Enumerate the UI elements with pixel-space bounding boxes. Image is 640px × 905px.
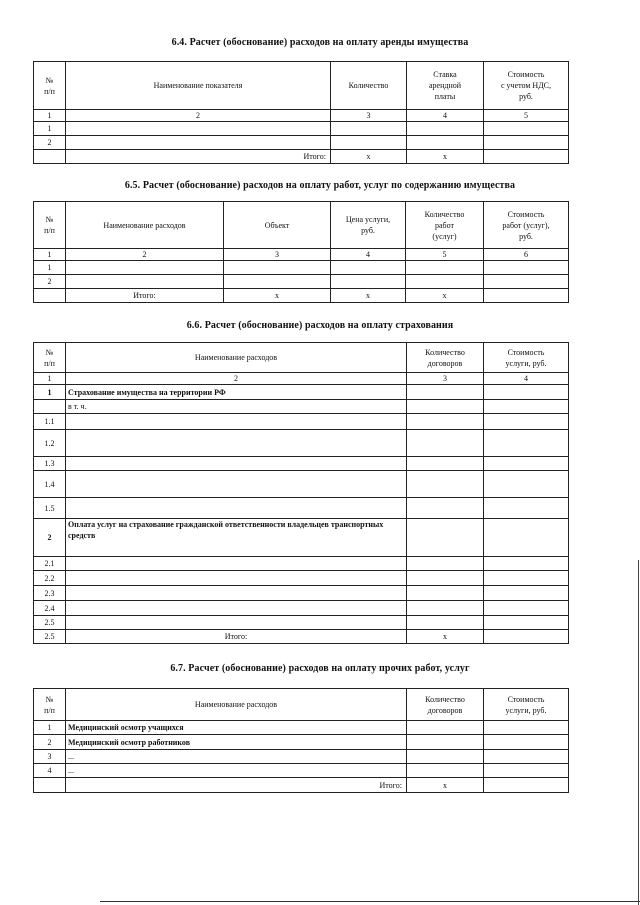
cell-input[interactable] <box>66 571 407 586</box>
cell-input[interactable] <box>484 289 569 303</box>
section-title-6-7: 6.7. Расчет (обоснование) расходов на оплату прочих работ, услуг <box>170 663 470 674</box>
cell-input[interactable] <box>484 601 569 616</box>
column-number-row <box>34 249 569 261</box>
cell-input[interactable] <box>66 616 407 630</box>
row-number: 2.1 <box>34 557 66 571</box>
row-number: 1 <box>34 261 66 275</box>
cell-input[interactable] <box>407 136 484 150</box>
row-name: ... <box>66 750 407 764</box>
x-mark: x <box>406 289 484 303</box>
table-row <box>34 122 569 136</box>
table-row <box>34 457 569 471</box>
header-contracts: Количество договоров <box>407 343 484 373</box>
table-row <box>34 764 569 778</box>
table-row <box>34 136 569 150</box>
cell-input[interactable] <box>224 275 331 289</box>
section-title-6-4: 6.4. Расчет (обоснование) расходов на оплату аренды имущества <box>171 37 469 48</box>
table-row <box>34 571 569 586</box>
cell-input[interactable] <box>484 275 569 289</box>
cell-input[interactable] <box>484 471 569 498</box>
column-number: 2 <box>66 373 407 385</box>
total-row <box>34 630 569 644</box>
cell-input[interactable] <box>484 778 569 793</box>
cell-input[interactable] <box>484 586 569 601</box>
column-number: 1 <box>34 373 66 385</box>
column-number: 4 <box>407 110 484 122</box>
row-number: 2.5 <box>34 616 66 630</box>
cell-input[interactable] <box>407 601 484 616</box>
cell-input[interactable] <box>66 275 224 289</box>
total-label: Итого: <box>66 289 224 303</box>
total-label: Итого: <box>66 778 407 793</box>
row-number: 1.2 <box>34 430 66 457</box>
cell-input[interactable] <box>66 471 407 498</box>
row-number: 1.3 <box>34 457 66 471</box>
row-number: 2.4 <box>34 601 66 616</box>
header-cost: Стоимость работ (услуг), руб. <box>484 202 569 249</box>
row-number: 2 <box>34 519 66 557</box>
cell-input[interactable] <box>484 136 569 150</box>
cell-input[interactable] <box>407 519 484 557</box>
column-number: 3 <box>331 110 407 122</box>
table-row <box>34 519 569 557</box>
x-mark: x <box>331 150 407 164</box>
cell-input[interactable] <box>407 430 484 457</box>
row-number: 1.5 <box>34 498 66 519</box>
cell-input[interactable] <box>407 750 484 764</box>
table-row <box>34 400 569 414</box>
column-number-row <box>34 110 569 122</box>
cell-input[interactable] <box>224 261 331 275</box>
cell-input[interactable] <box>484 519 569 557</box>
cell-input[interactable] <box>484 400 569 414</box>
header-quantity: Количество работ (услуг) <box>406 202 484 249</box>
table-row <box>34 601 569 616</box>
header-name: Наименование расходов <box>66 202 224 249</box>
column-number: 1 <box>34 110 66 122</box>
cell-input[interactable] <box>66 261 224 275</box>
header-cost: Стоимость с учетом НДС, руб. <box>484 62 569 110</box>
section-title-6-5: 6.5. Расчет (обоснование) расходов на оплату работ, услуг по содержанию имущества <box>124 180 516 191</box>
column-number: 1 <box>34 249 66 261</box>
cell-input[interactable] <box>484 430 569 457</box>
cell-input[interactable] <box>407 721 484 735</box>
table-row <box>34 471 569 498</box>
row-number: 4 <box>34 764 66 778</box>
header-row <box>34 689 569 721</box>
cell-input[interactable] <box>484 557 569 571</box>
cell-input[interactable] <box>484 616 569 630</box>
header-name: Наименование расходов <box>66 343 407 373</box>
row-number: 1.4 <box>34 471 66 498</box>
cell-input[interactable] <box>484 122 569 136</box>
x-mark: x <box>407 630 484 644</box>
x-mark: x <box>407 150 484 164</box>
cell-input[interactable] <box>484 721 569 735</box>
header-num: № п/п <box>34 62 66 110</box>
cell-input[interactable] <box>66 498 407 519</box>
cell-input[interactable] <box>406 261 484 275</box>
cell-input[interactable] <box>66 414 407 430</box>
x-mark: x <box>224 289 331 303</box>
table-row <box>34 275 569 289</box>
header-name: Наименование расходов <box>66 689 407 721</box>
table-row <box>34 616 569 630</box>
scan-edge-line <box>100 901 640 902</box>
column-number: 2 <box>66 110 331 122</box>
cell-input[interactable] <box>407 414 484 430</box>
row-number: 1 <box>34 385 66 400</box>
header-contracts: Количество договоров <box>407 689 484 721</box>
row-number: 2.5 <box>34 630 66 644</box>
column-number: 6 <box>484 249 569 261</box>
header-cost: Стоимость услуги, руб. <box>484 689 569 721</box>
table-6-6 <box>33 342 569 644</box>
cell-input[interactable] <box>484 414 569 430</box>
cell-input[interactable] <box>331 261 406 275</box>
cell-input[interactable] <box>407 586 484 601</box>
table-row <box>34 735 569 750</box>
row-number: 2 <box>34 136 66 150</box>
cell-input[interactable] <box>484 764 569 778</box>
cell-input[interactable] <box>407 498 484 519</box>
header-cost: Стоимость услуги, руб. <box>484 343 569 373</box>
cell-input[interactable] <box>484 457 569 471</box>
column-number: 4 <box>484 373 569 385</box>
table-row <box>34 385 569 400</box>
cell-input[interactable] <box>407 122 484 136</box>
cell-input[interactable] <box>407 616 484 630</box>
cell-input[interactable] <box>406 275 484 289</box>
row-number: 1 <box>34 122 66 136</box>
cell-input[interactable] <box>66 136 331 150</box>
row-name: Медицинский осмотр учащихся <box>66 721 407 735</box>
section-title-6-6: 6.6. Расчет (обоснование) расходов на оплату страхования <box>186 320 454 331</box>
cell-input[interactable] <box>331 122 407 136</box>
header-num: № п/п <box>34 689 66 721</box>
cell-input[interactable] <box>407 400 484 414</box>
table-row <box>34 414 569 430</box>
table-row <box>34 261 569 275</box>
header-quantity: Количество <box>331 62 407 110</box>
cell-input[interactable] <box>484 735 569 750</box>
cell-input[interactable] <box>331 136 407 150</box>
cell-input[interactable] <box>66 430 407 457</box>
row-number: 2 <box>34 275 66 289</box>
column-number: 2 <box>66 249 224 261</box>
cell-input[interactable] <box>66 557 407 571</box>
total-row <box>34 289 569 303</box>
cell-input[interactable] <box>484 261 569 275</box>
row-number: 2.2 <box>34 571 66 586</box>
row-number: 1.1 <box>34 414 66 430</box>
table-6-4 <box>33 61 569 164</box>
header-object: Объект <box>224 202 331 249</box>
row-number <box>34 400 66 414</box>
row-name: Медицинский осмотр работников <box>66 735 407 750</box>
cell-input[interactable] <box>66 122 331 136</box>
table-6-5 <box>33 201 569 303</box>
row-name: Страхование имущества на территории РФ <box>66 385 407 400</box>
row-number: 2.3 <box>34 586 66 601</box>
column-number-row <box>34 373 569 385</box>
column-number: 4 <box>331 249 406 261</box>
cell-input[interactable] <box>484 385 569 400</box>
header-num: № п/п <box>34 343 66 373</box>
header-num: № п/п <box>34 202 66 249</box>
cell-input[interactable] <box>484 630 569 644</box>
row-number: 1 <box>34 721 66 735</box>
cell-input[interactable] <box>66 457 407 471</box>
table-row <box>34 498 569 519</box>
cell-input[interactable] <box>407 385 484 400</box>
header-row <box>34 62 569 110</box>
header-row <box>34 202 569 249</box>
cell-input[interactable] <box>66 601 407 616</box>
cell-input[interactable] <box>484 750 569 764</box>
cell-input[interactable] <box>407 735 484 750</box>
table-6-7 <box>33 688 569 793</box>
cell-input[interactable] <box>407 457 484 471</box>
header-price: Цена услуги, руб. <box>331 202 406 249</box>
table-row <box>34 430 569 457</box>
row-name: в т. ч. <box>66 400 407 414</box>
scan-edge-line <box>638 560 639 905</box>
total-row <box>34 150 569 164</box>
total-label: Итого: <box>66 150 331 164</box>
total-row <box>34 778 569 793</box>
row-number: 2 <box>34 735 66 750</box>
row-number: 3 <box>34 750 66 764</box>
total-label: Итого: <box>66 630 407 644</box>
cell-input[interactable] <box>407 557 484 571</box>
cell-input[interactable] <box>407 471 484 498</box>
cell-input[interactable] <box>484 150 569 164</box>
table-row <box>34 586 569 601</box>
cell-input[interactable] <box>407 764 484 778</box>
table-row <box>34 750 569 764</box>
header-row <box>34 343 569 373</box>
table-row <box>34 557 569 571</box>
cell-input[interactable] <box>66 586 407 601</box>
cell-input[interactable] <box>407 571 484 586</box>
x-mark: x <box>331 289 406 303</box>
row-name: Оплата услуг на страхование гражданской ответственности владельцев транспортных средств <box>66 519 407 557</box>
column-number: 3 <box>407 373 484 385</box>
column-number: 3 <box>224 249 331 261</box>
x-mark: x <box>407 778 484 793</box>
cell-input[interactable] <box>484 498 569 519</box>
column-number: 5 <box>484 110 569 122</box>
header-rate: Ставка арендной платы <box>407 62 484 110</box>
header-name: Наименование показателя <box>66 62 331 110</box>
table-row <box>34 721 569 735</box>
column-number: 5 <box>406 249 484 261</box>
cell-input[interactable] <box>331 275 406 289</box>
row-name: ... <box>66 764 407 778</box>
cell-input[interactable] <box>484 571 569 586</box>
